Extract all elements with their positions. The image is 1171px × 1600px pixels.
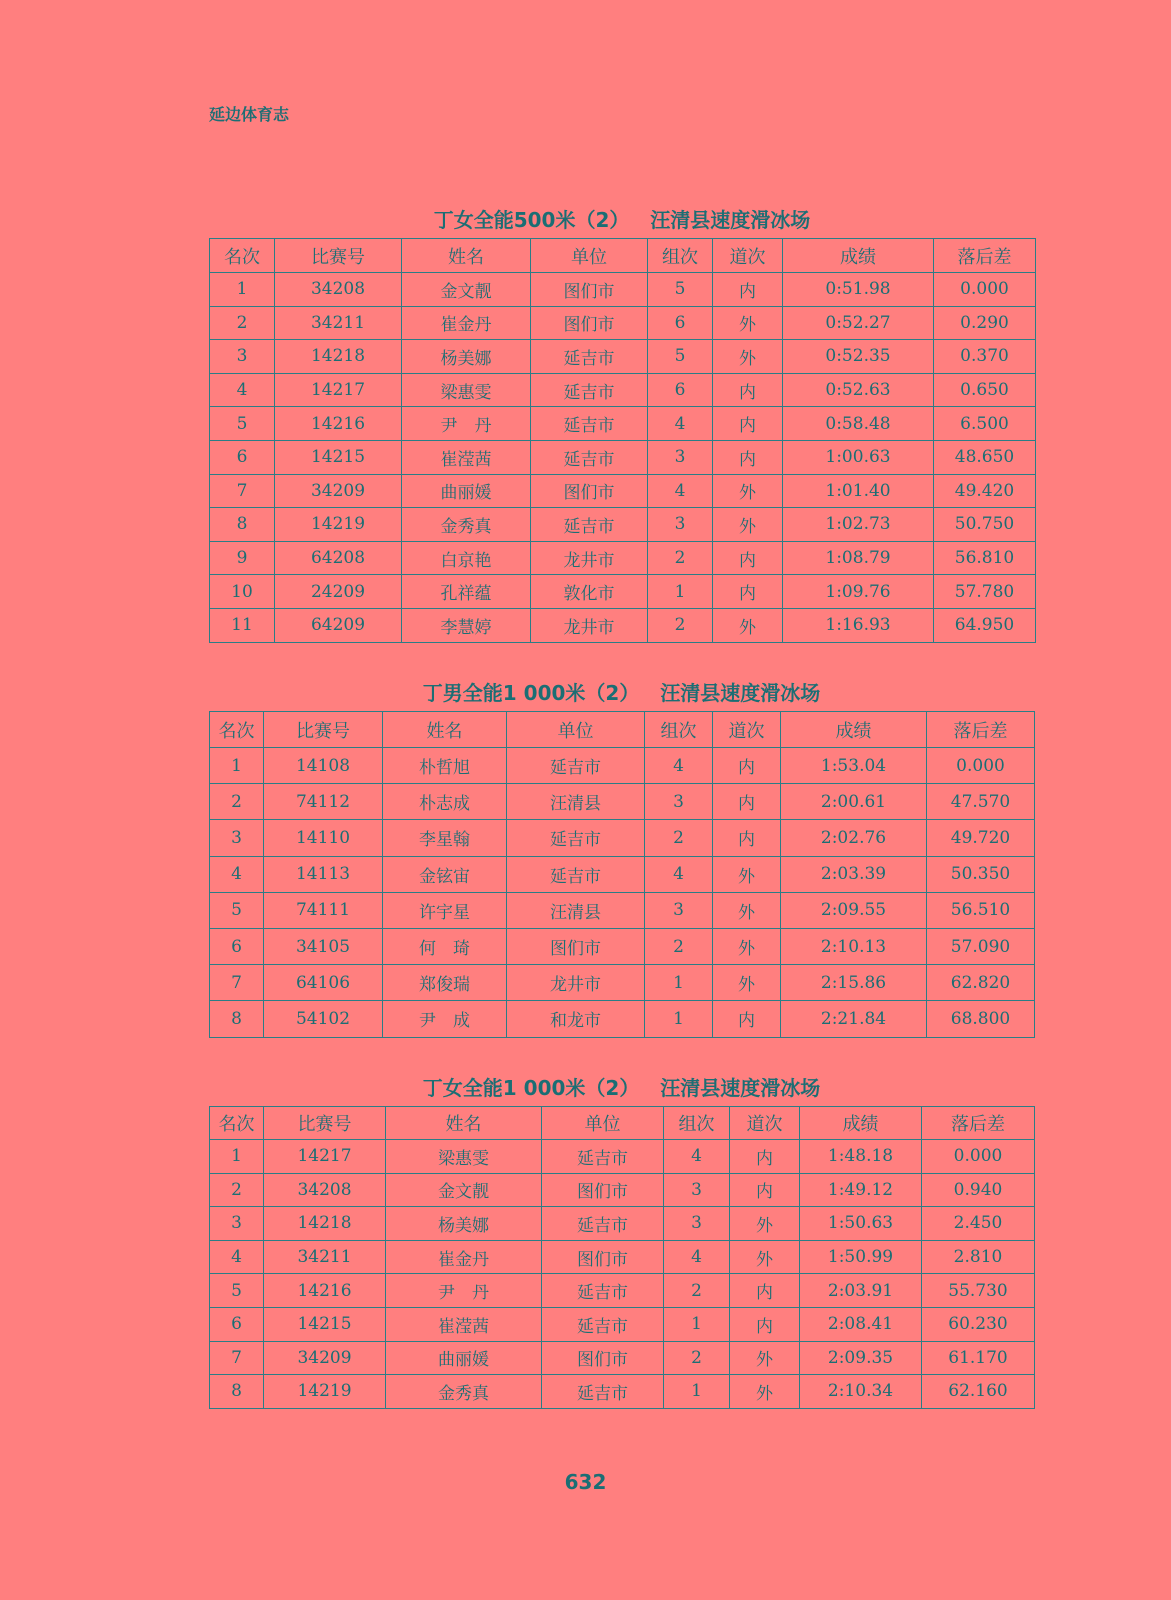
column-header-lane: 道次 [730, 1107, 800, 1140]
cell-gap: 56.510 [927, 892, 1035, 928]
table-row [210, 1307, 1035, 1341]
table-title: 丁男全能1 000米（2） 汪清县速度滑冰场 [422, 681, 821, 705]
cell-unit: 图们市 [531, 474, 648, 508]
cell-rank: 3 [210, 820, 264, 856]
cell-name: 杨美娜 [402, 340, 531, 374]
cell-time: 0:52.35 [783, 340, 934, 374]
table-row [210, 1274, 1035, 1308]
cell-name: 杨美娜 [386, 1207, 542, 1241]
cell-rank: 5 [210, 407, 275, 441]
cell-gap: 64.950 [934, 608, 1036, 642]
cell-bib: 34209 [264, 1341, 386, 1375]
cell-unit: 图们市 [542, 1341, 664, 1375]
cell-gap: 62.820 [927, 965, 1035, 1001]
cell-rank: 2 [210, 784, 264, 820]
header-row [210, 239, 1036, 273]
cell-bib: 14218 [264, 1207, 386, 1241]
cell-name: 崔金丹 [386, 1240, 542, 1274]
table-row [210, 273, 1036, 307]
cell-lane: 外 [730, 1207, 800, 1241]
table-row [210, 306, 1036, 340]
cell-unit: 延吉市 [507, 820, 645, 856]
results-section-boys-1000m [209, 675, 1034, 1038]
cell-gap: 0.940 [922, 1173, 1035, 1207]
cell-group: 2 [648, 608, 713, 642]
cell-lane: 外 [713, 508, 783, 542]
cell-time: 2:10.13 [781, 928, 927, 964]
cell-group: 1 [645, 1001, 713, 1037]
cell-unit: 图们市 [507, 928, 645, 964]
column-header-time: 成绩 [800, 1107, 922, 1140]
cell-name: 金铉宙 [383, 856, 507, 892]
cell-unit: 汪清县 [507, 892, 645, 928]
cell-bib: 14110 [264, 820, 383, 856]
cell-rank: 1 [210, 748, 264, 784]
cell-time: 1:53.04 [781, 748, 927, 784]
column-header-group: 组次 [645, 712, 713, 748]
cell-bib: 34211 [275, 306, 402, 340]
cell-rank: 8 [210, 1375, 264, 1409]
cell-name: 金秀真 [402, 508, 531, 542]
cell-name: 金秀真 [386, 1375, 542, 1409]
cell-name: 梁惠雯 [386, 1140, 542, 1174]
cell-bib: 34209 [275, 474, 402, 508]
table-row [210, 1341, 1035, 1375]
table-row [210, 928, 1035, 964]
column-header-name: 姓名 [402, 239, 531, 273]
cell-lane: 内 [713, 1001, 781, 1037]
cell-unit: 敦化市 [531, 575, 648, 609]
cell-rank: 7 [210, 965, 264, 1001]
cell-unit: 龙井市 [531, 608, 648, 642]
cell-unit: 延吉市 [542, 1140, 664, 1174]
cell-unit: 汪清县 [507, 784, 645, 820]
cell-name: 朴志成 [383, 784, 507, 820]
table-row [210, 1140, 1035, 1174]
column-header-bib: 比赛号 [275, 239, 402, 273]
cell-bib: 64208 [275, 541, 402, 575]
cell-lane: 外 [713, 306, 783, 340]
cell-name: 崔滢茜 [386, 1307, 542, 1341]
table-row [210, 820, 1035, 856]
cell-rank: 6 [210, 440, 275, 474]
cell-name: 朴哲旭 [383, 748, 507, 784]
cell-group: 2 [645, 820, 713, 856]
column-header-group: 组次 [648, 239, 713, 273]
cell-rank: 2 [210, 1173, 264, 1207]
table-row [210, 340, 1036, 374]
cell-rank: 7 [210, 1341, 264, 1375]
cell-rank: 5 [210, 1274, 264, 1308]
cell-time: 0:52.63 [783, 373, 934, 407]
cell-unit: 延吉市 [542, 1274, 664, 1308]
column-header-gap: 落后差 [922, 1107, 1035, 1140]
page-number: 632 [564, 1470, 607, 1494]
cell-gap: 56.810 [934, 541, 1036, 575]
cell-group: 3 [648, 508, 713, 542]
cell-time: 2:02.76 [781, 820, 927, 856]
cell-time: 2:03.91 [800, 1274, 922, 1308]
cell-group: 3 [664, 1173, 730, 1207]
cell-bib: 14218 [275, 340, 402, 374]
cell-bib: 74112 [264, 784, 383, 820]
cell-gap: 48.650 [934, 440, 1036, 474]
table-row [210, 784, 1035, 820]
cell-gap: 55.730 [922, 1274, 1035, 1308]
cell-gap: 50.350 [927, 856, 1035, 892]
cell-bib: 14219 [264, 1375, 386, 1409]
column-header-lane: 道次 [713, 712, 781, 748]
cell-bib: 14219 [275, 508, 402, 542]
cell-unit: 图们市 [542, 1173, 664, 1207]
cell-rank: 11 [210, 608, 275, 642]
table-row [210, 1375, 1035, 1409]
cell-group: 4 [648, 407, 713, 441]
cell-group: 2 [664, 1341, 730, 1375]
table-row [210, 1173, 1035, 1207]
cell-rank: 2 [210, 306, 275, 340]
cell-time: 2:15.86 [781, 965, 927, 1001]
cell-bib: 14108 [264, 748, 383, 784]
cell-lane: 内 [713, 440, 783, 474]
cell-time: 1:08.79 [783, 541, 934, 575]
cell-unit: 延吉市 [507, 748, 645, 784]
cell-lane: 外 [713, 928, 781, 964]
cell-name: 李慧婷 [402, 608, 531, 642]
cell-bib: 34211 [264, 1240, 386, 1274]
cell-rank: 4 [210, 1240, 264, 1274]
cell-time: 2:00.61 [781, 784, 927, 820]
cell-name: 白京艳 [402, 541, 531, 575]
cell-lane: 外 [730, 1341, 800, 1375]
cell-name: 何 琦 [383, 928, 507, 964]
cell-rank: 10 [210, 575, 275, 609]
cell-unit: 龙井市 [531, 541, 648, 575]
table-row [210, 575, 1036, 609]
cell-unit: 延吉市 [542, 1307, 664, 1341]
cell-name: 曲丽媛 [386, 1341, 542, 1375]
cell-name: 崔滢茜 [402, 440, 531, 474]
cell-rank: 9 [210, 541, 275, 575]
cell-time: 2:03.39 [781, 856, 927, 892]
cell-name: 金文靓 [402, 273, 531, 307]
header-row [210, 712, 1035, 748]
cell-time: 0:51.98 [783, 273, 934, 307]
cell-group: 3 [645, 892, 713, 928]
cell-group: 4 [645, 748, 713, 784]
cell-gap: 0.650 [934, 373, 1036, 407]
column-header-bib: 比赛号 [264, 1107, 386, 1140]
cell-group: 5 [648, 340, 713, 374]
cell-gap: 61.170 [922, 1341, 1035, 1375]
column-header-name: 姓名 [386, 1107, 542, 1140]
cell-group: 2 [648, 541, 713, 575]
cell-unit: 延吉市 [507, 856, 645, 892]
cell-name: 孔祥蕴 [402, 575, 531, 609]
table-title: 丁女全能500米（2） 汪清县速度滑冰场 [433, 208, 811, 232]
table-row [210, 508, 1036, 542]
cell-rank: 8 [210, 1001, 264, 1037]
cell-group: 1 [664, 1375, 730, 1409]
cell-group: 1 [648, 575, 713, 609]
cell-bib: 14217 [275, 373, 402, 407]
cell-gap: 0.000 [922, 1140, 1035, 1174]
column-header-bib: 比赛号 [264, 712, 383, 748]
table-row [210, 965, 1035, 1001]
cell-rank: 5 [210, 892, 264, 928]
cell-time: 2:09.35 [800, 1341, 922, 1375]
cell-unit: 延吉市 [531, 440, 648, 474]
cell-group: 1 [664, 1307, 730, 1341]
cell-name: 许宇星 [383, 892, 507, 928]
cell-name: 曲丽媛 [402, 474, 531, 508]
cell-time: 1:49.12 [800, 1173, 922, 1207]
table-row [210, 1207, 1035, 1241]
cell-group: 3 [645, 784, 713, 820]
cell-lane: 内 [713, 748, 781, 784]
cell-bib: 54102 [264, 1001, 383, 1037]
cell-rank: 7 [210, 474, 275, 508]
cell-bib: 64106 [264, 965, 383, 1001]
cell-time: 2:10.34 [800, 1375, 922, 1409]
cell-time: 1:09.76 [783, 575, 934, 609]
cell-rank: 4 [210, 373, 275, 407]
cell-group: 3 [648, 440, 713, 474]
cell-unit: 延吉市 [531, 508, 648, 542]
cell-name: 尹 丹 [402, 407, 531, 441]
table-row [210, 608, 1036, 642]
cell-group: 6 [648, 373, 713, 407]
cell-bib: 14216 [275, 407, 402, 441]
cell-bib: 24209 [275, 575, 402, 609]
cell-gap: 50.750 [934, 508, 1036, 542]
table-row [210, 1001, 1035, 1037]
table-row [210, 856, 1035, 892]
cell-unit: 延吉市 [542, 1207, 664, 1241]
cell-name: 尹 成 [383, 1001, 507, 1037]
table-title: 丁女全能1 000米（2） 汪清县速度滑冰场 [422, 1076, 821, 1100]
cell-bib: 34208 [264, 1173, 386, 1207]
cell-rank: 3 [210, 1207, 264, 1241]
cell-group: 2 [645, 928, 713, 964]
cell-lane: 内 [730, 1140, 800, 1174]
cell-rank: 1 [210, 1140, 264, 1174]
table-row [210, 541, 1036, 575]
column-header-time: 成绩 [781, 712, 927, 748]
cell-group: 5 [648, 273, 713, 307]
column-header-lane: 道次 [713, 239, 783, 273]
cell-gap: 6.500 [934, 407, 1036, 441]
cell-lane: 内 [713, 373, 783, 407]
cell-group: 1 [645, 965, 713, 1001]
cell-gap: 68.800 [927, 1001, 1035, 1037]
cell-bib: 14113 [264, 856, 383, 892]
cell-gap: 60.230 [922, 1307, 1035, 1341]
cell-name: 梁惠雯 [402, 373, 531, 407]
cell-time: 2:21.84 [781, 1001, 927, 1037]
cell-rank: 4 [210, 856, 264, 892]
cell-group: 4 [664, 1240, 730, 1274]
cell-group: 4 [648, 474, 713, 508]
cell-unit: 延吉市 [542, 1375, 664, 1409]
cell-lane: 内 [713, 575, 783, 609]
cell-time: 1:00.63 [783, 440, 934, 474]
results-section-girls-500m [209, 202, 1035, 643]
cell-time: 2:09.55 [781, 892, 927, 928]
cell-lane: 内 [730, 1173, 800, 1207]
table-row [210, 474, 1036, 508]
cell-unit: 图们市 [542, 1240, 664, 1274]
cell-bib: 74111 [264, 892, 383, 928]
cell-gap: 0.370 [934, 340, 1036, 374]
column-header-name: 姓名 [383, 712, 507, 748]
cell-rank: 8 [210, 508, 275, 542]
table-row [210, 373, 1036, 407]
table-row [210, 748, 1035, 784]
cell-lane: 外 [713, 856, 781, 892]
cell-rank: 6 [210, 1307, 264, 1341]
cell-lane: 外 [713, 340, 783, 374]
column-header-group: 组次 [664, 1107, 730, 1140]
cell-group: 4 [645, 856, 713, 892]
cell-group: 2 [664, 1274, 730, 1308]
column-header-unit: 单位 [531, 239, 648, 273]
cell-unit: 龙井市 [507, 965, 645, 1001]
cell-gap: 0.000 [927, 748, 1035, 784]
cell-name: 李星翰 [383, 820, 507, 856]
cell-time: 1:16.93 [783, 608, 934, 642]
cell-unit: 延吉市 [531, 340, 648, 374]
cell-gap: 57.090 [927, 928, 1035, 964]
cell-unit: 延吉市 [531, 373, 648, 407]
table-row [210, 1240, 1035, 1274]
column-header-rank: 名次 [210, 712, 264, 748]
cell-rank: 1 [210, 273, 275, 307]
table-row [210, 407, 1036, 441]
cell-lane: 外 [730, 1240, 800, 1274]
cell-lane: 内 [713, 407, 783, 441]
results-table [209, 238, 1036, 643]
cell-bib: 14215 [264, 1307, 386, 1341]
cell-lane: 外 [730, 1375, 800, 1409]
column-header-rank: 名次 [210, 239, 275, 273]
cell-lane: 内 [713, 273, 783, 307]
cell-rank: 3 [210, 340, 275, 374]
table-row [210, 892, 1035, 928]
cell-gap: 62.160 [922, 1375, 1035, 1409]
column-header-gap: 落后差 [927, 712, 1035, 748]
cell-lane: 外 [713, 474, 783, 508]
cell-gap: 49.420 [934, 474, 1036, 508]
cell-gap: 47.570 [927, 784, 1035, 820]
column-header-time: 成绩 [783, 239, 934, 273]
cell-lane: 内 [730, 1274, 800, 1308]
cell-gap: 0.290 [934, 306, 1036, 340]
cell-gap: 57.780 [934, 575, 1036, 609]
cell-lane: 内 [713, 820, 781, 856]
cell-lane: 内 [713, 541, 783, 575]
cell-group: 6 [648, 306, 713, 340]
results-table [209, 711, 1035, 1038]
cell-time: 1:02.73 [783, 508, 934, 542]
cell-name: 金文靓 [386, 1173, 542, 1207]
column-header-rank: 名次 [210, 1107, 264, 1140]
column-header-unit: 单位 [507, 712, 645, 748]
cell-unit: 图们市 [531, 306, 648, 340]
cell-bib: 34105 [264, 928, 383, 964]
cell-unit: 图们市 [531, 273, 648, 307]
cell-bib: 14216 [264, 1274, 386, 1308]
cell-bib: 14217 [264, 1140, 386, 1174]
cell-name: 崔金丹 [402, 306, 531, 340]
header-row [210, 1107, 1035, 1140]
cell-lane: 外 [713, 965, 781, 1001]
cell-time: 0:52.27 [783, 306, 934, 340]
cell-lane: 内 [713, 784, 781, 820]
cell-lane: 外 [713, 892, 781, 928]
cell-time: 2:08.41 [800, 1307, 922, 1341]
cell-gap: 2.450 [922, 1207, 1035, 1241]
cell-bib: 64209 [275, 608, 402, 642]
cell-name: 尹 丹 [386, 1274, 542, 1308]
cell-group: 4 [664, 1140, 730, 1174]
results-table [209, 1106, 1035, 1409]
cell-group: 3 [664, 1207, 730, 1241]
column-header-unit: 单位 [542, 1107, 664, 1140]
cell-unit: 延吉市 [531, 407, 648, 441]
cell-time: 1:48.18 [800, 1140, 922, 1174]
cell-lane: 外 [713, 608, 783, 642]
cell-time: 0:58.48 [783, 407, 934, 441]
cell-gap: 49.720 [927, 820, 1035, 856]
cell-rank: 6 [210, 928, 264, 964]
cell-name: 郑俊瑞 [383, 965, 507, 1001]
running-head: 延边体育志 [209, 105, 290, 124]
cell-bib: 34208 [275, 273, 402, 307]
cell-gap: 2.810 [922, 1240, 1035, 1274]
cell-bib: 14215 [275, 440, 402, 474]
cell-lane: 内 [730, 1307, 800, 1341]
cell-gap: 0.000 [934, 273, 1036, 307]
cell-time: 1:50.99 [800, 1240, 922, 1274]
cell-unit: 和龙市 [507, 1001, 645, 1037]
table-row [210, 440, 1036, 474]
cell-time: 1:01.40 [783, 474, 934, 508]
column-header-gap: 落后差 [934, 239, 1036, 273]
results-section-girls-1000m [209, 1070, 1034, 1409]
cell-time: 1:50.63 [800, 1207, 922, 1241]
